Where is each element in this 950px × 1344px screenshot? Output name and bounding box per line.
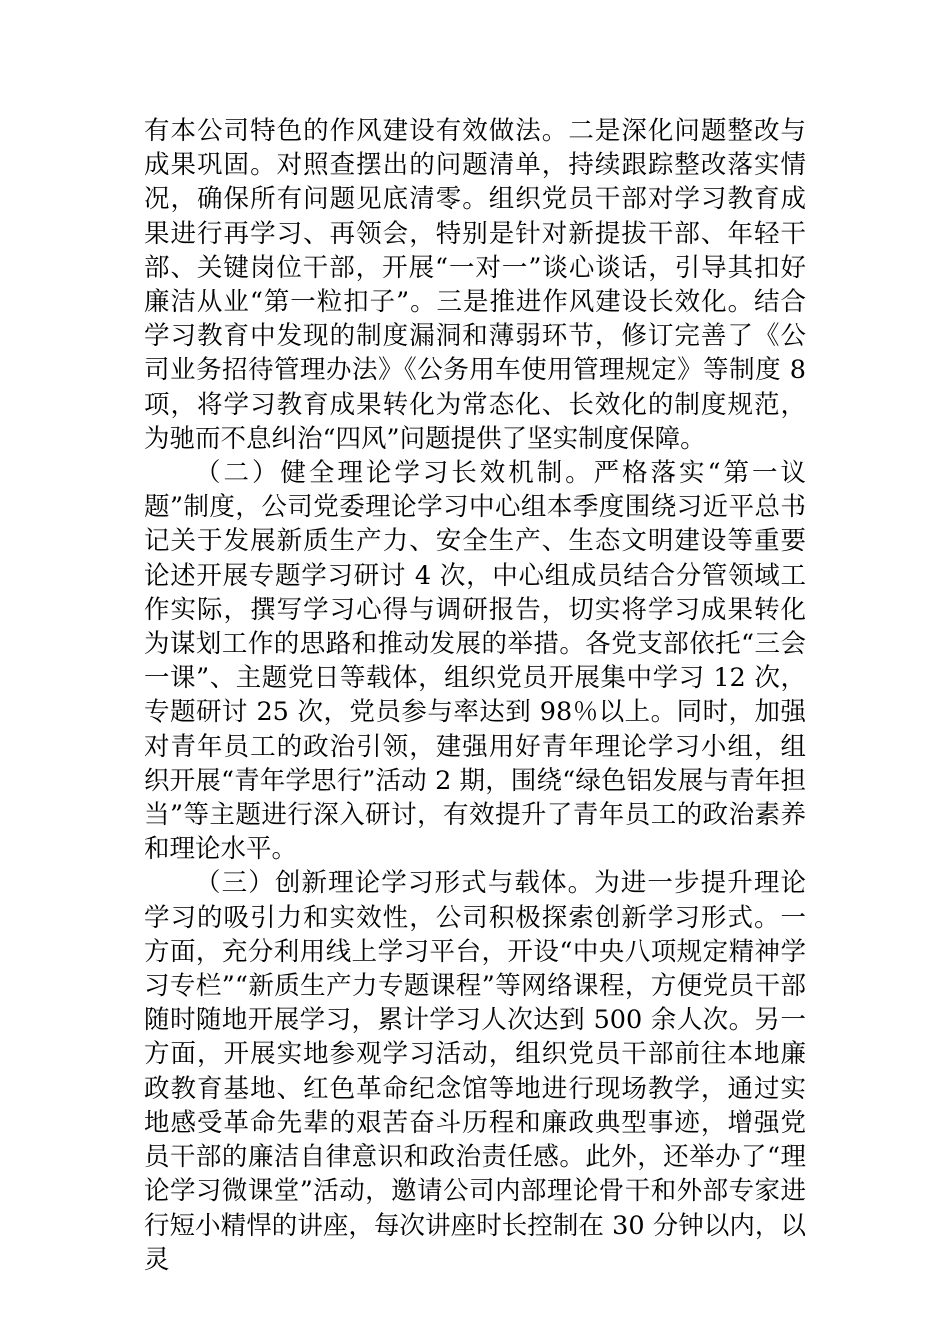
paragraph-continuation: 有本公司特色的作风建设有效做法。二是深化问题整改与成果巩固。对照查摆出的问题清单，持续跟踪整改落实情况，确保所有问题见底清零。组织党员干部对学习教育成果进行再学习、再领会，特别是针对新提拔干部、年轻干部、关键岗位干部，开展“一对一”谈心谈话，引导其扣好廉洁从业“第一粒扣子”。三是推进作风建设长效化。结合学习教育中发现的制度漏洞和薄弱环节，修订完善了《公司业务招待管理办法》《公务用车使用管理规定》等制度 8 项，将学习教育成果转化为常态化、长效化的制度规范，为驰而不息纠治“四风”问题提供了坚实制度保障。: [144, 116, 806, 454]
paragraph-study-forms-innovation: （三）创新理论学习形式与载体。为进一步提升理论学习的吸引力和实效性，公司积极探索创新学习形式。一方面，充分利用线上学习平台，开设“中央八项规定精神学习专栏”“新质生产力专题课程”等网络课程，方便党员干部随时随地开展学习，累计学习人次达到 500 余人次。另一方面，开展实地参观学习活动，组织党员干部前往本地廉政教育基地、红色革命纪念馆等地进行现场教学，通过实地感受革命先辈的艰苦奋斗历程和廉政典型事迹，增强党员干部的廉洁自律意识和政治责任感。此外，还举办了“理论学习微课堂”活动，邀请公司内部理论骨干和外部专家进行短小精悍的讲座，每次讲座时长控制在 30 分钟以内，以灵: [144, 868, 806, 1275]
document-page: [144, 114, 806, 1277]
paragraph-theory-study-mechanism: （二）健全理论学习长效机制。严格落实“第一议题”制度，公司党委理论学习中心组本季度围绕习近平总书记关于发展新质生产力、安全生产、生态文明建设等重要论述开展专题学习研讨 4 次，中心组成员结合分管领域工作实际，撰写学习心得与调研报告，切实将学习成果转化为谋划工作的思路和推动发展的举措。各党支部依托“三会一课”、主题党日等载体，组织党员开展集中学习 12 次，专题研讨 25 次，党员参与率达到 98％以上。同时，加强对青年员工的政治引领，建强用好青年理论学习小组，组织开展“青年学思行”活动 2 期，围绕“绿色铝发展与青年担当”等主题进行深入研讨，有效提升了青年员工的政治素养和理论水平。: [144, 458, 806, 865]
